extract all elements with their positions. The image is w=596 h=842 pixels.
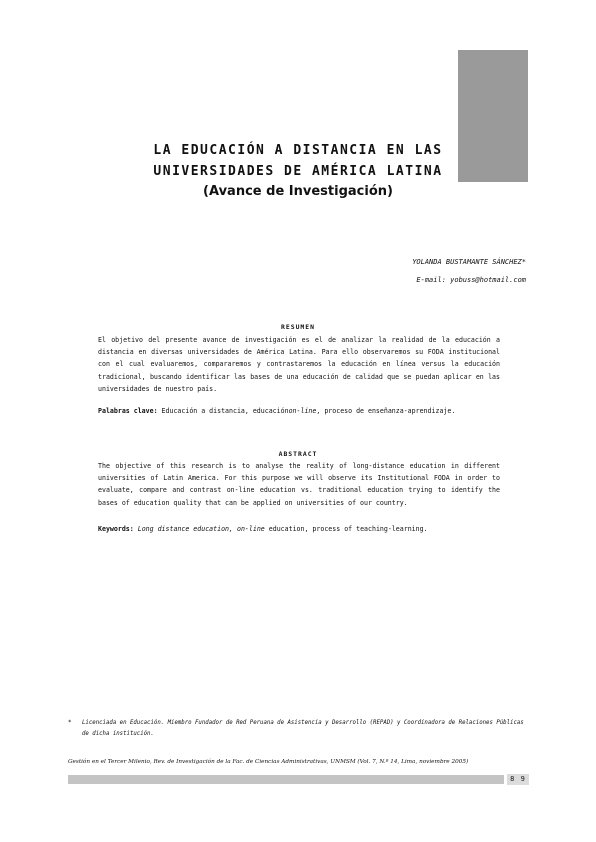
title-line-1: LA EDUCACIÓN A DISTANCIA EN LAS	[153, 143, 443, 158]
abstract-heading: ABSTRACT	[278, 450, 318, 458]
resumen-keywords-a: Educación a distancia, educación	[161, 407, 289, 415]
resumen-heading: RESUMEN	[281, 323, 315, 331]
author-name: YOLANDA BUSTAMANTE SÁNCHEZ*	[412, 258, 526, 266]
footnote-mark: *	[68, 720, 72, 726]
abstract-keywords-b: education, process of teaching-learning.	[268, 525, 428, 533]
resumen-keywords-label: Palabras clave:	[98, 407, 158, 415]
resumen-keywords-b: , proceso de enseñanza-aprendizaje.	[316, 407, 456, 415]
abstract-keywords-label: Keywords:	[98, 525, 134, 533]
abstract-keywords	[98, 523, 500, 535]
resumen-body: El objetivo del presente avance de investigación es el de analizar la realidad de la educación a distancia en diversas universidades de América Latina. Para ello observaremos su FODA institucional con el cual evaluaremos, compararemos y contrastaremos la educación en línea versus la educación tradicional, buscando identificar las bases de una educación de calidad que se puedan aplicar en las universidades de nuestro país.	[98, 336, 500, 393]
email-label: E-mail:	[416, 276, 446, 284]
resumen-keywords	[98, 405, 500, 417]
journal-citation: Gestión en el Tercer Milenio, Rev. de Investigación de la Fac. de Ciencias Administrativas, UNMSM (Vol. 7, N.º 14, Lima, noviembre 2005)	[68, 759, 469, 765]
paper-subtitle: (Avance de Investigación)	[203, 184, 393, 199]
footnote	[68, 718, 528, 740]
resumen-keywords-italic: on-line	[288, 407, 317, 415]
title-line-2: UNIVERSIDADES DE AMÉRICA LATINA	[153, 164, 443, 179]
abstract-keywords-italic: on-line	[236, 525, 265, 533]
abstract-body: The objective of this research is to analyse the reality of long-distance education in different universities of Latin America. For this purpose we will observe its Institutional FODA in order to evaluate, compare and contrast on-line education vs. traditional education trying to identify the bases of education quality that can be applied on universities of our country.	[98, 462, 500, 507]
footer-bar	[68, 775, 504, 784]
paper-title	[60, 140, 536, 182]
author-email: yobuss@hotmail.com	[450, 276, 526, 284]
author-block	[412, 253, 526, 289]
author-email-line	[412, 271, 526, 289]
abstract-keywords-a: Long distance education,	[137, 525, 233, 533]
footnote-text: Licenciada en Educación. Miembro Fundador de Red Peruana de Asistencia y Desarrollo (REPAD) y Coordinadora de Relaciones Públicas de dicha institución.	[82, 720, 524, 737]
page-number: 8 9	[507, 774, 529, 785]
